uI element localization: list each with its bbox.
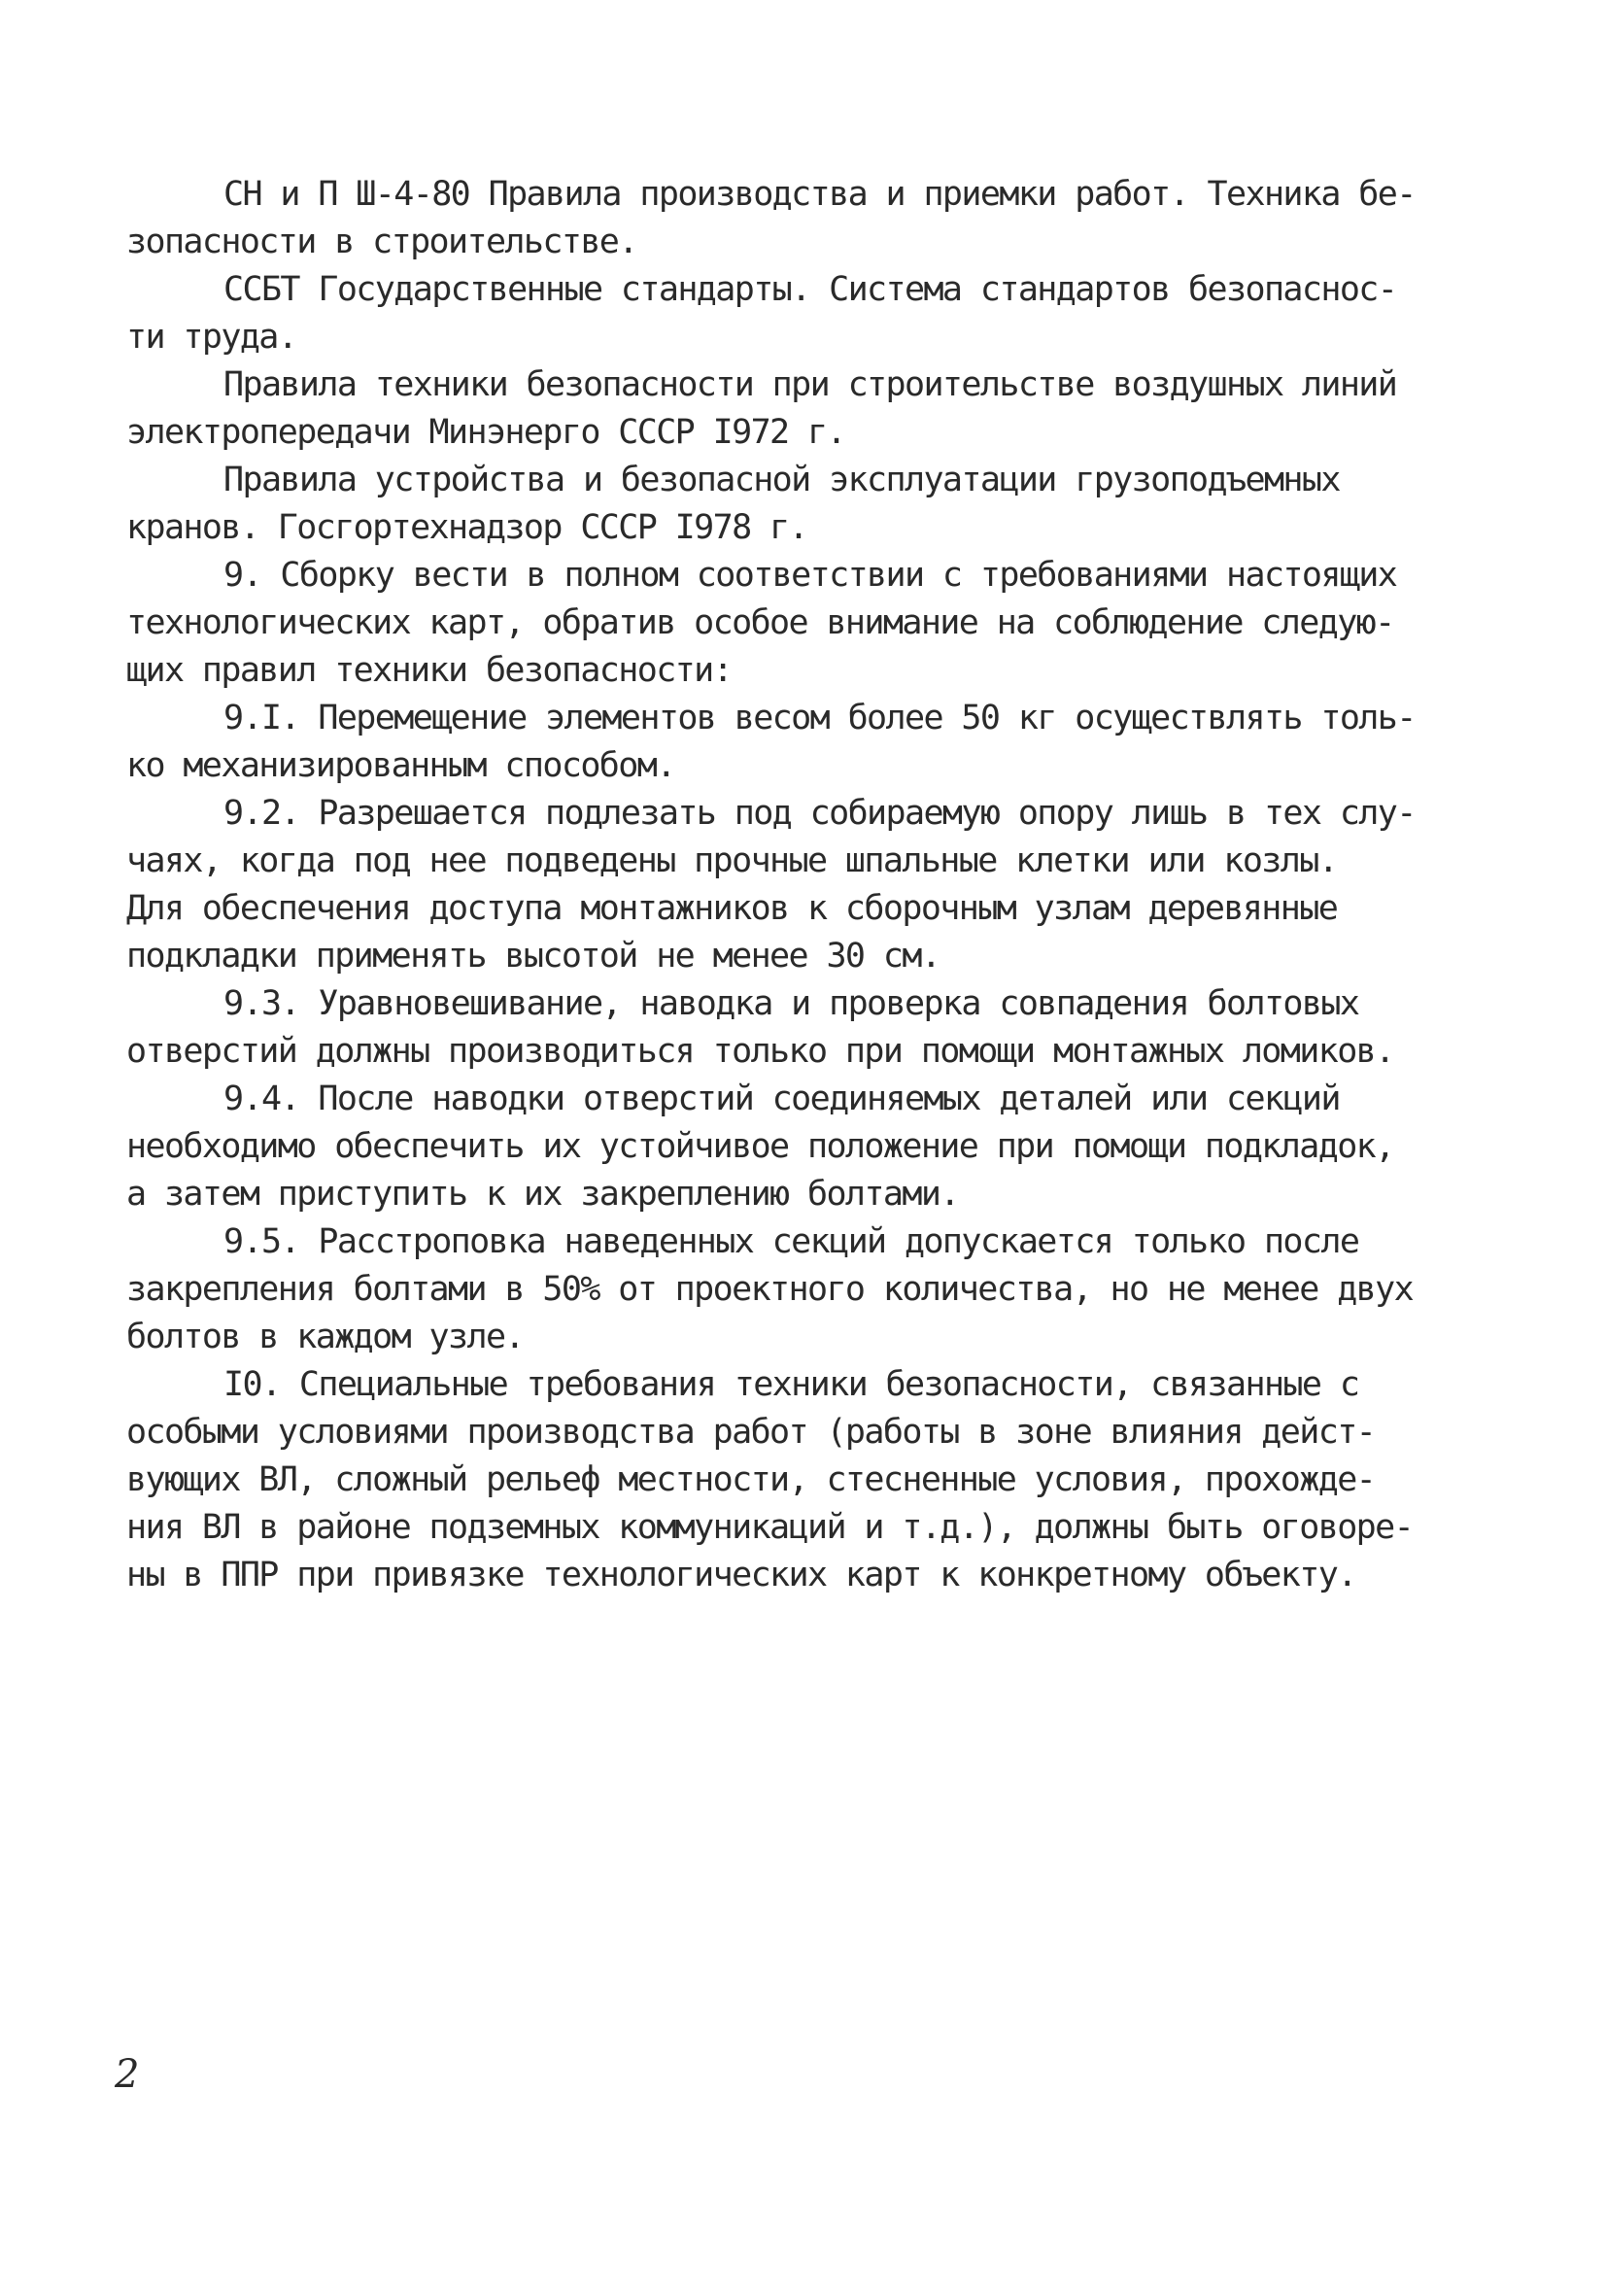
text-line: ти труда.: [126, 318, 297, 357]
text-line: зопасности в строительстве.: [126, 223, 637, 261]
text-line: Для обеспечения доступа монтажников к сборочным узлам деревянные: [126, 889, 1338, 928]
text-line: закрепления болтами в 50% от проектного количества, но не менее двух: [126, 1270, 1414, 1309]
text-line: ны в ППР при привязке технологических карт к конкретному объекту.: [126, 1556, 1356, 1594]
text-line: особыми условиями производства работ (работы в зоне влияния дейст-: [126, 1413, 1376, 1452]
text-line: Правила устройства и безопасной эксплуатации грузоподъемных: [223, 461, 1340, 499]
text-line: необходимо обеспечить их устойчивое положение при помощи подкладок,: [126, 1127, 1394, 1166]
body-text: [126, 171, 1486, 1599]
text-line: 9.I. Перемещение элементов весом более 50 кг осуществлять толь-: [223, 699, 1416, 737]
text-line: вующих ВЛ, сложный рельеф местности, стесненные условия, прохожде-: [126, 1460, 1376, 1499]
text-line: чаях, когда под нее подведены прочные шпальные клетки или козлы.: [126, 841, 1338, 880]
page-number: 2: [115, 2052, 140, 2097]
text-line: ко механизированным способом.: [126, 746, 675, 785]
text-line: I0. Специальные требования техники безопасности, связанные с: [223, 1365, 1359, 1404]
text-line: СН и П Ш-4-80 Правила производства и приемки работ. Техника бе-: [223, 175, 1416, 214]
text-line: ния ВЛ в районе подземных коммуникаций и т.д.), должны быть оговоре-: [126, 1508, 1414, 1547]
text-line: а затем приступить к их закреплению болтами.: [126, 1175, 959, 1214]
text-line: щих правил техники безопасности:: [126, 651, 733, 690]
text-line: 9.5. Расстроповка наведенных секций допускается только после: [223, 1222, 1359, 1261]
text-line: болтов в каждом узле.: [126, 1318, 524, 1356]
text-line: подкладки применять высотой не менее 30 см.: [126, 937, 940, 976]
text-line: 9. Сборку вести в полном соответствии с требованиями настоящих: [223, 556, 1397, 595]
text-line: технологических карт, обратив особое внимание на соблюдение следую-: [126, 603, 1394, 642]
text-line: электропередачи Минэнерго СССР I972 г.: [126, 413, 845, 452]
text-line: отверстий должны производиться только при помощи монтажных ломиков.: [126, 1032, 1394, 1071]
text-line: 9.4. После наводки отверстий соединяемых деталей или секций: [223, 1079, 1340, 1118]
text-line: ССБТ Государственные стандарты. Система стандартов безопаснос-: [223, 270, 1397, 309]
text-line: Правила техники безопасности при строительстве воздушных линий: [223, 365, 1397, 404]
text-line: 9.3. Уравновешивание, наводка и проверка совпадения болтовых: [223, 984, 1359, 1023]
text-line: 9.2. Разрешается подлезать под собираемую опору лишь в тех слу-: [223, 794, 1416, 833]
text-line: кранов. Госгортехнадзор СССР I978 г.: [126, 508, 807, 547]
